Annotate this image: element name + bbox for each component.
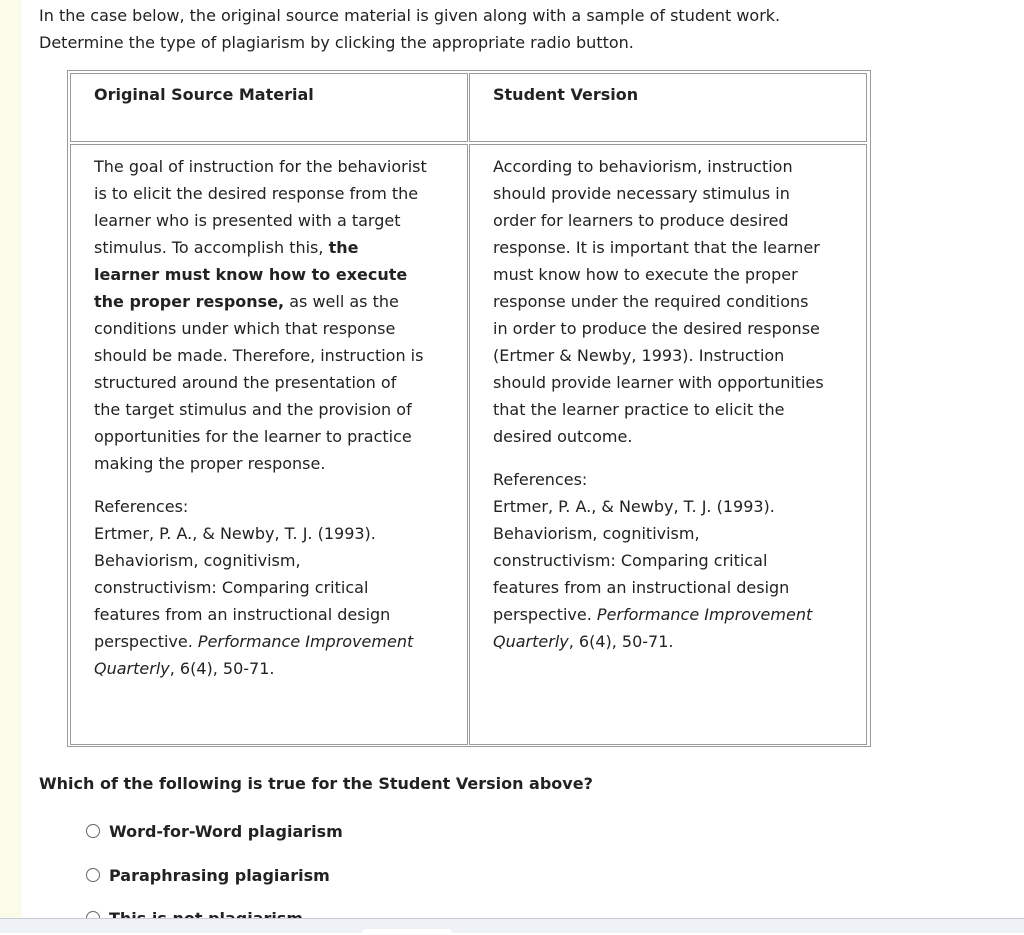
option-paraphrasing[interactable] [86,864,330,886]
option-word-for-word[interactable] [86,820,343,842]
instructions-line: In the case below, the original source material is given along with a sample of student work. [39,6,781,25]
student-version-cell [469,144,867,745]
text-line: should provide necessary stimulus in [493,184,790,203]
text-line [94,234,464,261]
text-line: that the learner practice to elicit the [493,400,785,419]
question-text: Which of the following is true for the Student Version above? [39,774,593,793]
reference-line: constructivism: Comparing critical [493,551,768,570]
student-version-text [493,153,863,655]
reference-line: constructivism: Comparing critical [94,578,369,597]
text-line: order for learners to produce desired [493,211,789,230]
text-line: response under the required conditions [493,292,809,311]
comparison-table [67,70,871,747]
taskbar [0,918,1024,933]
header-cell-original [70,73,468,142]
text-line: is to elicit the desired response from the [94,184,419,203]
text-line: should be made. Therefore, instruction is [94,346,424,365]
original-source-cell [70,144,468,745]
text-line: The goal of instruction for the behaviorist [94,157,427,176]
text-line: desired outcome. [493,427,633,446]
text-line: should provide learner with opportunities [493,373,824,392]
radio-button[interactable] [86,868,100,882]
reference-line: Ertmer, P. A., & Newby, T. J. (1993). [94,524,376,543]
journal-title: Performance Improvement [197,632,414,651]
text-line: learner who is presented with a target [94,211,401,230]
text-fragment: perspective. [94,632,198,651]
text-line: opportunities for the learner to practice [94,427,412,446]
instructions-line: Determine the type of plagiarism by clicking the appropriate radio button. [39,33,634,52]
text-fragment: as well as the [284,292,399,311]
reference-line: features from an instructional design [493,578,790,597]
option-label[interactable]: Paraphrasing plagiarism [109,865,330,885]
header-student-version: Student Version [493,85,639,104]
journal-title: Quarterly [493,632,569,651]
text-line: structured around the presentation of [94,373,397,392]
text-line [94,288,464,315]
header-cell-student [469,73,867,142]
radio-button[interactable] [86,824,100,838]
reference-line [94,628,464,655]
text-fragment: stimulus. To accomplish this, [94,238,329,257]
option-label[interactable]: Word-for-Word plagiarism [109,821,343,841]
text-line [94,261,464,288]
references-label: References: [493,470,588,489]
text-line: (Ertmer & Newby, 1993). Instruction [493,346,785,365]
left-margin-strip [0,0,22,933]
text-line: According to behaviorism, instruction [493,157,793,176]
reference-line [493,628,863,655]
references-label: References: [94,497,189,516]
reference-line: Behaviorism, cognitivism, [94,551,301,570]
bold-fragment: the [328,238,359,257]
text-line: in order to produce the desired response [493,319,820,338]
text-fragment: perspective. [493,605,597,624]
reference-line [493,601,863,628]
original-source-text [94,153,464,682]
text-fragment: , 6(4), 50-71. [169,659,275,678]
reference-line [94,655,464,682]
text-line: must know how to execute the proper [493,265,798,284]
header-original-source: Original Source Material [94,85,314,104]
taskbar-tab[interactable] [362,929,452,935]
text-line: the target stimulus and the provision of [94,400,412,419]
journal-title: Quarterly [94,659,170,678]
journal-title: Performance Improvement [596,605,813,624]
text-line: conditions under which that response [94,319,396,338]
bold-fragment: the proper response, [94,292,285,311]
text-line: making the proper response. [94,454,326,473]
reference-line: Ertmer, P. A., & Newby, T. J. (1993). [493,497,775,516]
reference-line: Behaviorism, cognitivism, [493,524,700,543]
instructions [39,2,939,56]
text-line: response. It is important that the learner [493,238,820,257]
reference-line: features from an instructional design [94,605,391,624]
text-fragment: , 6(4), 50-71. [568,632,674,651]
bold-fragment: learner must know how to execute [94,265,408,284]
